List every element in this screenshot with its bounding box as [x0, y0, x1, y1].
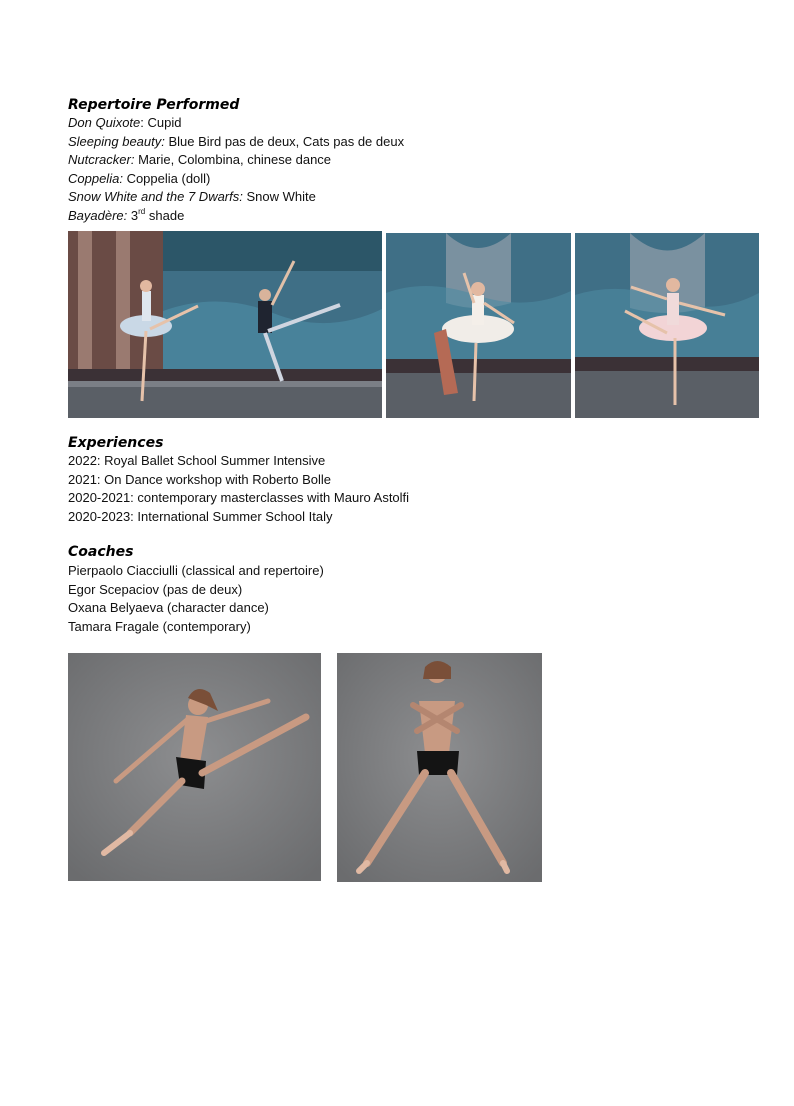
studio-photo-leap — [68, 653, 321, 881]
coaches-list — [68, 562, 324, 636]
list-item: Nutcracker: Marie, Colombina, chinese dance — [68, 152, 332, 168]
list-item: Bayadère: 3rd shade — [68, 206, 185, 223]
list-item: Oxana Belyaeva (character dance) — [68, 600, 269, 616]
repertoire-list — [68, 114, 404, 226]
stage-photo-nutcracker — [386, 233, 571, 418]
coaches-heading: Coaches — [68, 544, 134, 560]
list-item: Egor Scepaciov (pas de deux) — [68, 581, 243, 597]
list-item: 2020-2023: International Summer School Italy — [68, 508, 333, 524]
list-item: Don Quixote: Cupid — [68, 115, 182, 130]
list-item: Coppelia: Coppelia (doll) — [68, 170, 211, 186]
stage-photo-pas-de-deux — [68, 231, 382, 418]
list-item: Sleeping beauty: Blue Bird pas de deux, Cats pas de deux — [68, 133, 405, 149]
list-item: Pierpaolo Ciacciulli (classical and repertoire) — [68, 563, 324, 578]
stage-photo-solo — [575, 233, 759, 418]
repertoire-heading: Repertoire Performed — [68, 97, 240, 113]
list-item: Tamara Fragale (contemporary) — [68, 618, 251, 634]
list-item: 2021: On Dance workshop with Roberto Bolle — [68, 471, 332, 487]
studio-photo-jump — [337, 653, 542, 882]
list-item: 2020-2021: contemporary masterclasses with Mauro Astolfi — [68, 490, 410, 506]
list-item: 2022: Royal Ballet School Summer Intensive — [68, 453, 326, 468]
experiences-heading: Experiences — [68, 435, 164, 451]
list-item: Snow White and the 7 Dwarfs: Snow White — [68, 189, 316, 205]
experiences-list — [68, 452, 409, 526]
